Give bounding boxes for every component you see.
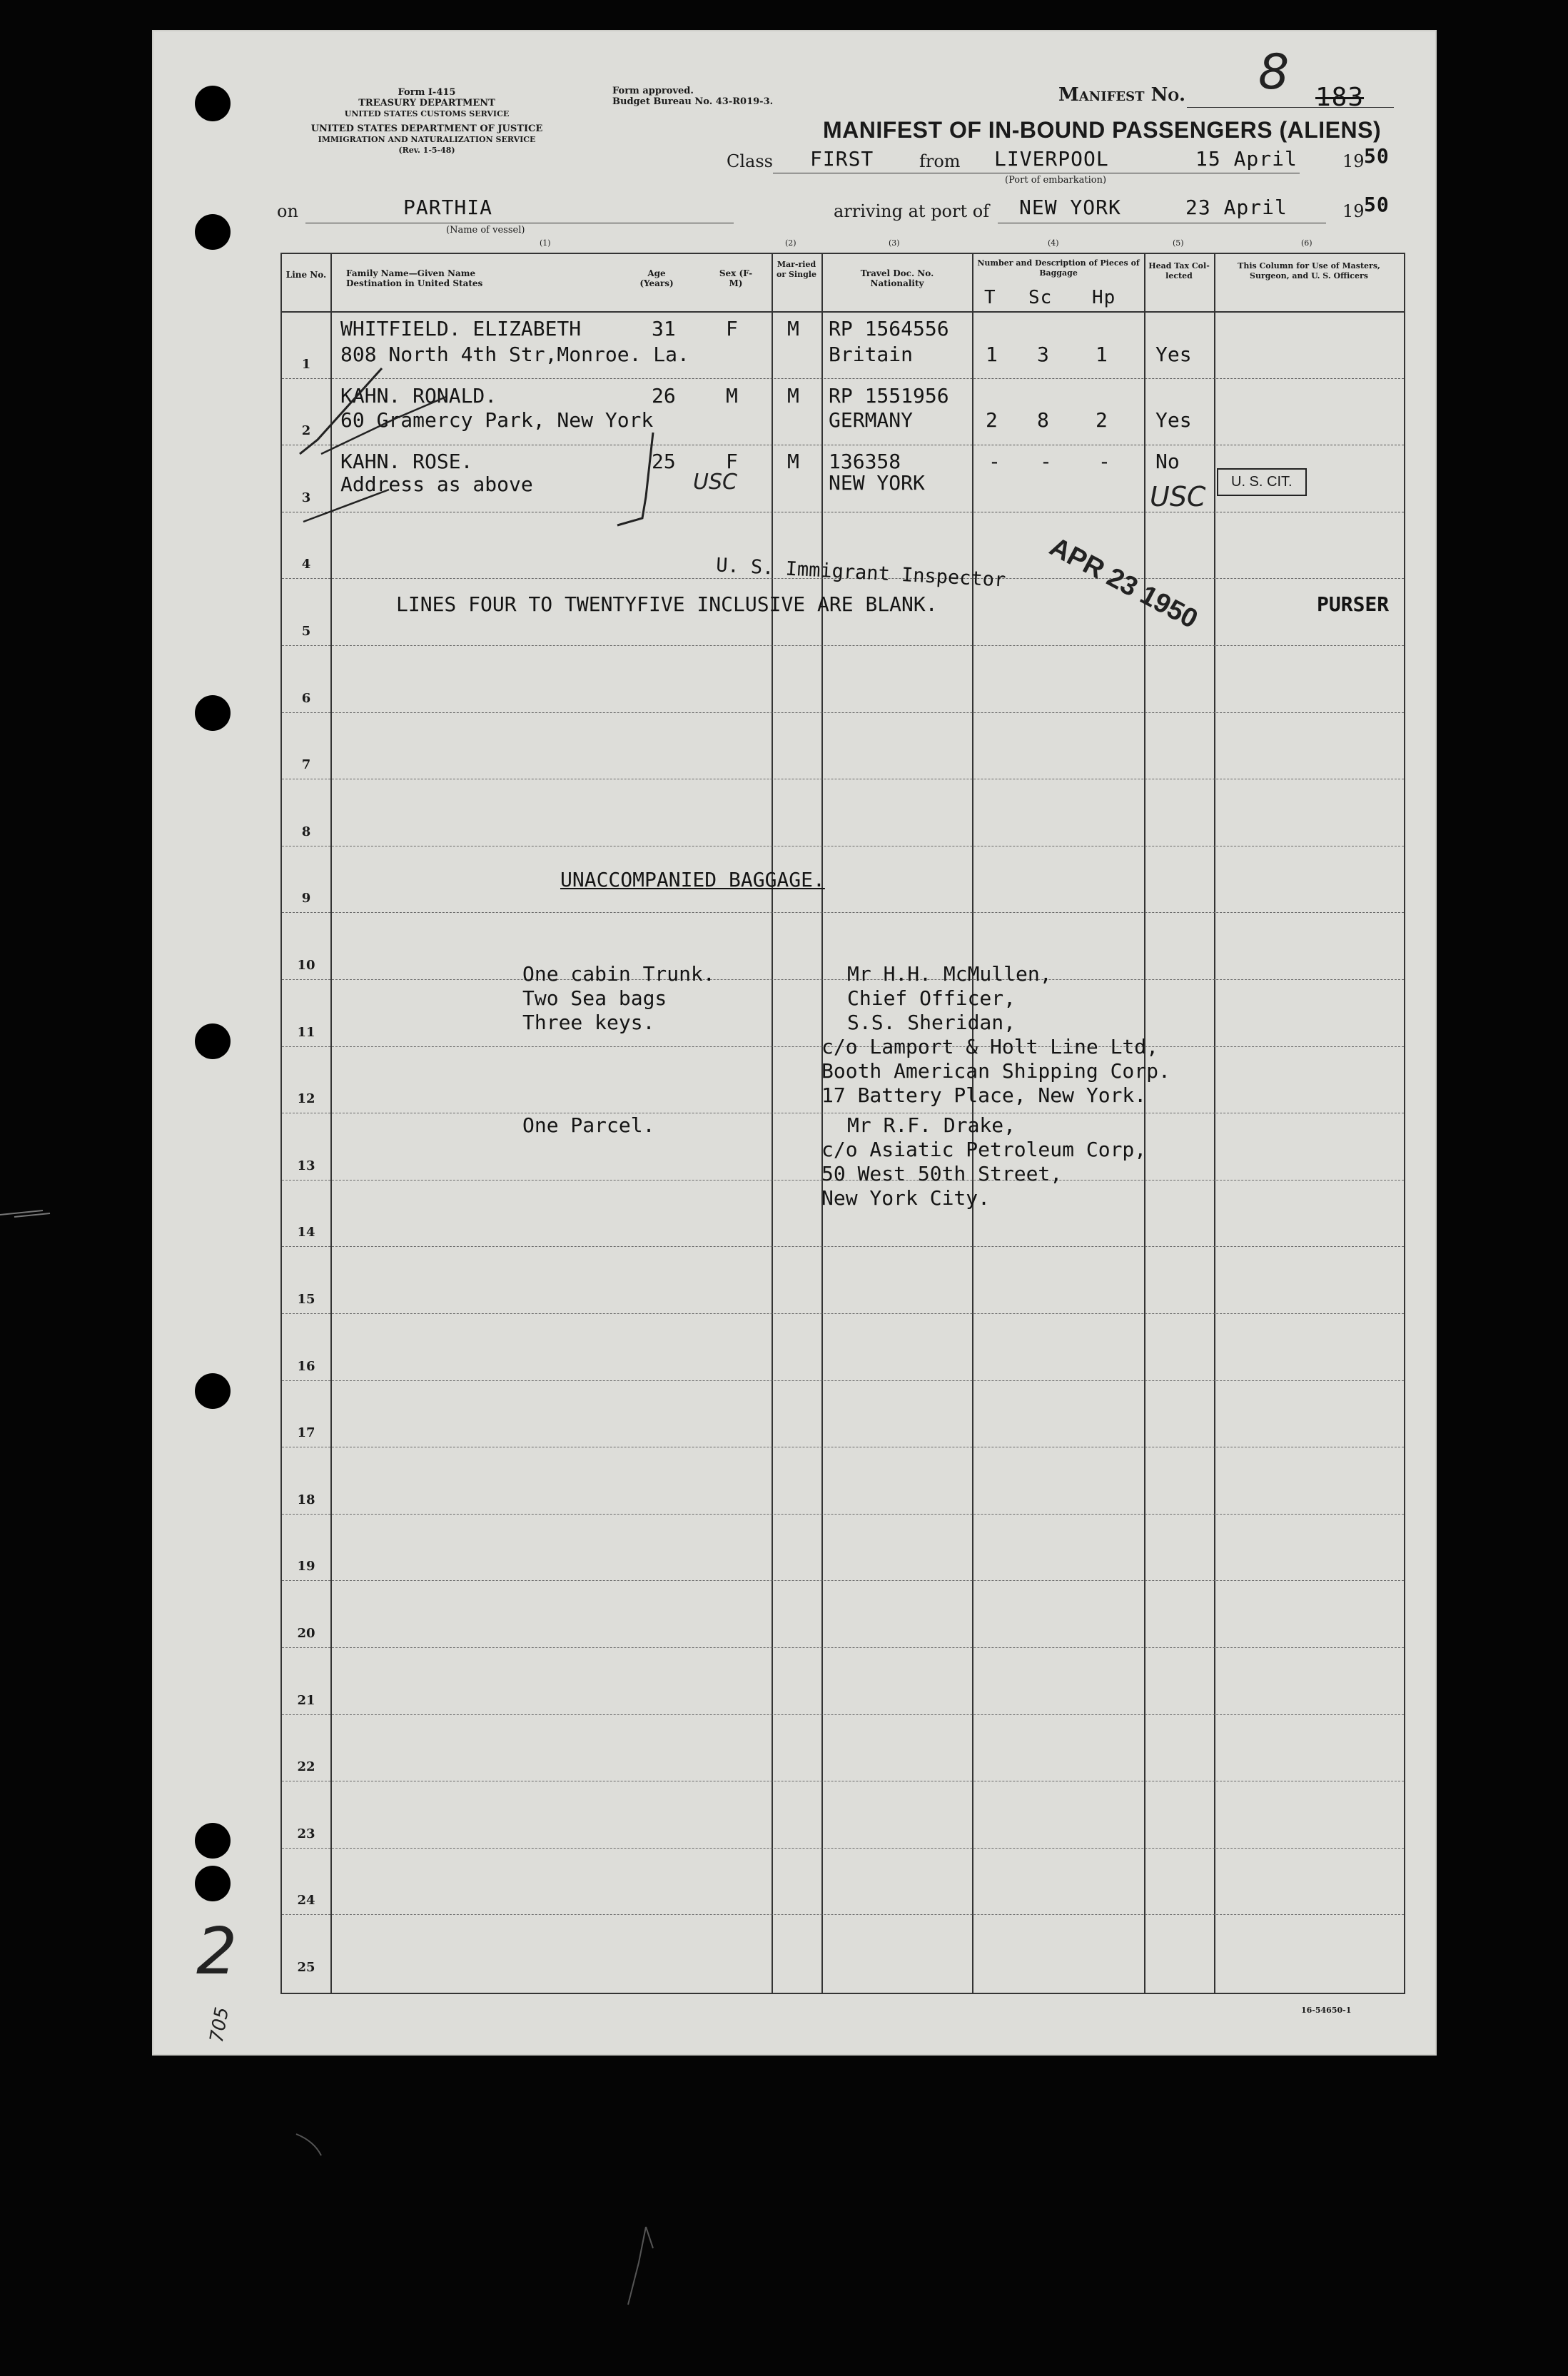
passenger-2-trunks: 2 — [986, 408, 998, 432]
class-value: FIRST — [810, 147, 874, 171]
passenger-3-doc: 136358 — [829, 450, 901, 473]
from-label: from — [919, 151, 961, 171]
embarkation-date: 15 April — [1195, 147, 1298, 171]
baggage-item: One cabin Trunk. — [522, 962, 715, 986]
unaccompanied-baggage-heading: UNACCOMPANIED BAGGAGE. — [560, 868, 825, 891]
col-num-6: (6) — [1301, 238, 1312, 248]
col-num-3: (3) — [889, 238, 900, 248]
header-family-name: Family Name—Given Name — [346, 268, 476, 278]
baggage-hp-label: Hp — [1092, 287, 1116, 308]
passenger-3-nationality: NEW YORK — [829, 471, 925, 495]
address-line: Mr H.H. McMullen, — [847, 962, 1052, 986]
header-officers: This Column for Use of Masters, Surgeon, and U. S. Officers — [1238, 261, 1380, 280]
usc-tax-note: USC — [1150, 481, 1206, 512]
us-cit-stamp: U. S. CIT. — [1217, 468, 1307, 496]
form-approved: Form approved. — [612, 86, 694, 96]
line-number: 19 — [297, 1559, 315, 1574]
line-number: 2 — [301, 423, 311, 439]
header-age: Age (Years) — [639, 268, 674, 288]
arriving-label: arriving at port of — [834, 201, 990, 221]
passenger-3-suitcases: - — [1040, 450, 1052, 473]
justice-department: UNITED STATES DEPARTMENT OF JUSTICE — [310, 123, 543, 134]
date-stamp: APR 23 1950 — [1044, 531, 1203, 635]
header-sex: Sex (F-M) — [719, 268, 753, 288]
passenger-1-trunks: 1 — [986, 343, 998, 366]
vessel-caption: (Name of vessel) — [446, 225, 525, 236]
footer-print-code: 16-54650-1 — [1301, 2006, 1352, 2015]
ins-service: IMMIGRATION AND NATURALIZATION SERVICE — [318, 135, 536, 144]
line-number: 10 — [297, 958, 315, 973]
line-number: 18 — [297, 1492, 315, 1507]
col-num-2: (2) — [785, 238, 796, 248]
line-number: 25 — [297, 1960, 315, 1975]
margin-handwriting-2: 705 — [206, 2005, 233, 2045]
address-line: Chief Officer, — [847, 986, 1016, 1010]
line-number: 7 — [301, 757, 311, 773]
port-embarkation-caption: (Port of embarkation) — [1005, 175, 1107, 186]
form-number: Form I-415 — [398, 87, 456, 98]
line-number: 24 — [297, 1893, 315, 1909]
treasury-department: TREASURY DEPARTMENT — [358, 98, 495, 108]
passenger-1-address: 808 North 4th Str,Monroe. La. — [340, 343, 689, 366]
line-number: 16 — [297, 1358, 315, 1374]
line-number: 13 — [297, 1158, 315, 1173]
address-line: 17 Battery Place, New York. — [821, 1083, 1147, 1107]
passenger-2-tax: Yes — [1155, 408, 1192, 432]
passenger-2-age: 26 — [652, 384, 676, 408]
passenger-1-tax: Yes — [1155, 343, 1192, 366]
passenger-3-married: M — [787, 450, 799, 473]
on-label: on — [277, 201, 298, 221]
header-line-no: Line No. — [285, 270, 327, 280]
passenger-1-nationality: Britain — [829, 343, 914, 366]
passenger-1-handpieces: 1 — [1096, 343, 1108, 366]
col-num-1: (1) — [540, 238, 551, 248]
col-num-4: (4) — [1048, 238, 1059, 248]
passenger-2-sex: M — [726, 384, 738, 408]
line-number: 14 — [297, 1225, 315, 1240]
embark-year: 50 — [1364, 144, 1390, 168]
passenger-1-suitcases: 3 — [1037, 343, 1049, 366]
header-head-tax: Head Tax Col-lected — [1148, 261, 1210, 280]
line-number: 1 — [301, 356, 311, 372]
passenger-1-sex: F — [726, 317, 738, 340]
blank-lines-note: LINES FOUR TO TWENTYFIVE INCLUSIVE ARE BLANK. — [396, 592, 938, 616]
header-nationality: Nationality — [870, 278, 924, 288]
manifest-no-handwritten: 8 — [1258, 44, 1290, 101]
header-doc-no: Travel Doc. No. — [860, 268, 934, 278]
passenger-3-handpieces: - — [1098, 450, 1111, 473]
line-number: 8 — [301, 824, 311, 839]
passenger-2-handpieces: 2 — [1096, 408, 1108, 432]
class-label: Class — [727, 151, 773, 171]
passenger-2-married: M — [787, 384, 799, 408]
passenger-1-doc: RP 1564556 — [829, 317, 949, 340]
arrival-port: NEW YORK — [1019, 196, 1121, 219]
budget-bureau: Budget Bureau No. 43-R019-3. — [612, 96, 774, 107]
col-num-5: (5) — [1173, 238, 1184, 248]
line-number: 21 — [297, 1692, 315, 1708]
baggage-item: Two Sea bags — [522, 986, 667, 1010]
arrival-year: 50 — [1364, 193, 1390, 216]
line-number: 11 — [297, 1024, 315, 1040]
line-number: 22 — [297, 1759, 315, 1775]
line-number: 9 — [301, 891, 311, 906]
passenger-3-trunks: - — [988, 450, 1001, 473]
passenger-3-sex: F — [726, 450, 738, 473]
margin-handwriting: 2 — [196, 1914, 238, 1989]
baggage-t-label: T — [984, 287, 996, 308]
line-number: 15 — [297, 1292, 315, 1307]
address-line: S.S. Sheridan, — [847, 1011, 1016, 1034]
line-number: 23 — [297, 1826, 315, 1841]
passenger-1-age: 31 — [652, 317, 676, 340]
baggage-item: Three keys. — [522, 1011, 655, 1034]
passenger-3-tax: No — [1155, 450, 1180, 473]
passenger-2-suitcases: 8 — [1037, 408, 1049, 432]
passenger-3-age: 25 — [652, 450, 676, 473]
passenger-2-doc: RP 1551956 — [829, 384, 949, 408]
header-married: Mar-ried or Single — [777, 260, 816, 279]
embark-year-prefix: 19 — [1342, 151, 1365, 171]
line-number: 12 — [297, 1091, 315, 1107]
vessel-name: PARTHIA — [403, 196, 493, 219]
purser-signature: PURSER — [1317, 592, 1390, 616]
passenger-1-name: WHITFIELD. ELIZABETH — [340, 317, 582, 340]
header-destination: Destination in United States — [346, 278, 483, 288]
line-number: 6 — [301, 690, 311, 706]
line-number: 20 — [297, 1626, 315, 1641]
line-number: 5 — [301, 624, 311, 639]
from-value: LIVERPOOL — [994, 147, 1109, 171]
address-line: Mr R.F. Drake, — [847, 1113, 1016, 1137]
customs-service: UNITED STATES CUSTOMS SERVICE — [344, 109, 510, 118]
manifest-title: MANIFEST OF IN-BOUND PASSENGERS (ALIENS) — [823, 117, 1382, 143]
line-number: 4 — [301, 557, 311, 572]
address-line: Booth American Shipping Corp. — [821, 1059, 1170, 1083]
passenger-1-married: M — [787, 317, 799, 340]
arrival-year-prefix: 19 — [1342, 201, 1365, 221]
line-number: 3 — [301, 490, 311, 505]
manifest-no-label: Manifest No. — [1058, 84, 1186, 106]
manifest-no-printed: 183 — [1315, 83, 1365, 112]
inspector-stamp: U. S. Immigrant Inspector — [715, 554, 1006, 592]
line-number: 17 — [297, 1425, 315, 1441]
address-line: 50 West 50th Street, — [821, 1162, 1063, 1186]
revision-date: (Rev. 1-5-48) — [398, 146, 455, 155]
passenger-2-address: 60 Gramercy Park, New York — [340, 408, 654, 432]
header-baggage: Number and Description of Pieces of Baggage — [977, 258, 1140, 278]
passenger-2-name: KAHN. RONALD. — [340, 384, 497, 408]
address-line: c/o Asiatic Petroleum Corp, — [821, 1138, 1147, 1161]
passenger-2-nationality: GERMANY — [829, 408, 914, 432]
address-line: c/o Lamport & Holt Line Ltd, — [821, 1035, 1159, 1058]
arrival-date: 23 April — [1185, 196, 1288, 219]
passenger-3-address: Address as above — [340, 472, 533, 496]
baggage-sc-label: Sc — [1028, 287, 1053, 308]
usc-age-note: USC — [693, 470, 737, 495]
baggage-item: One Parcel. — [522, 1113, 655, 1137]
address-line: New York City. — [821, 1186, 991, 1210]
passenger-3-name: KAHN. ROSE. — [340, 450, 473, 473]
